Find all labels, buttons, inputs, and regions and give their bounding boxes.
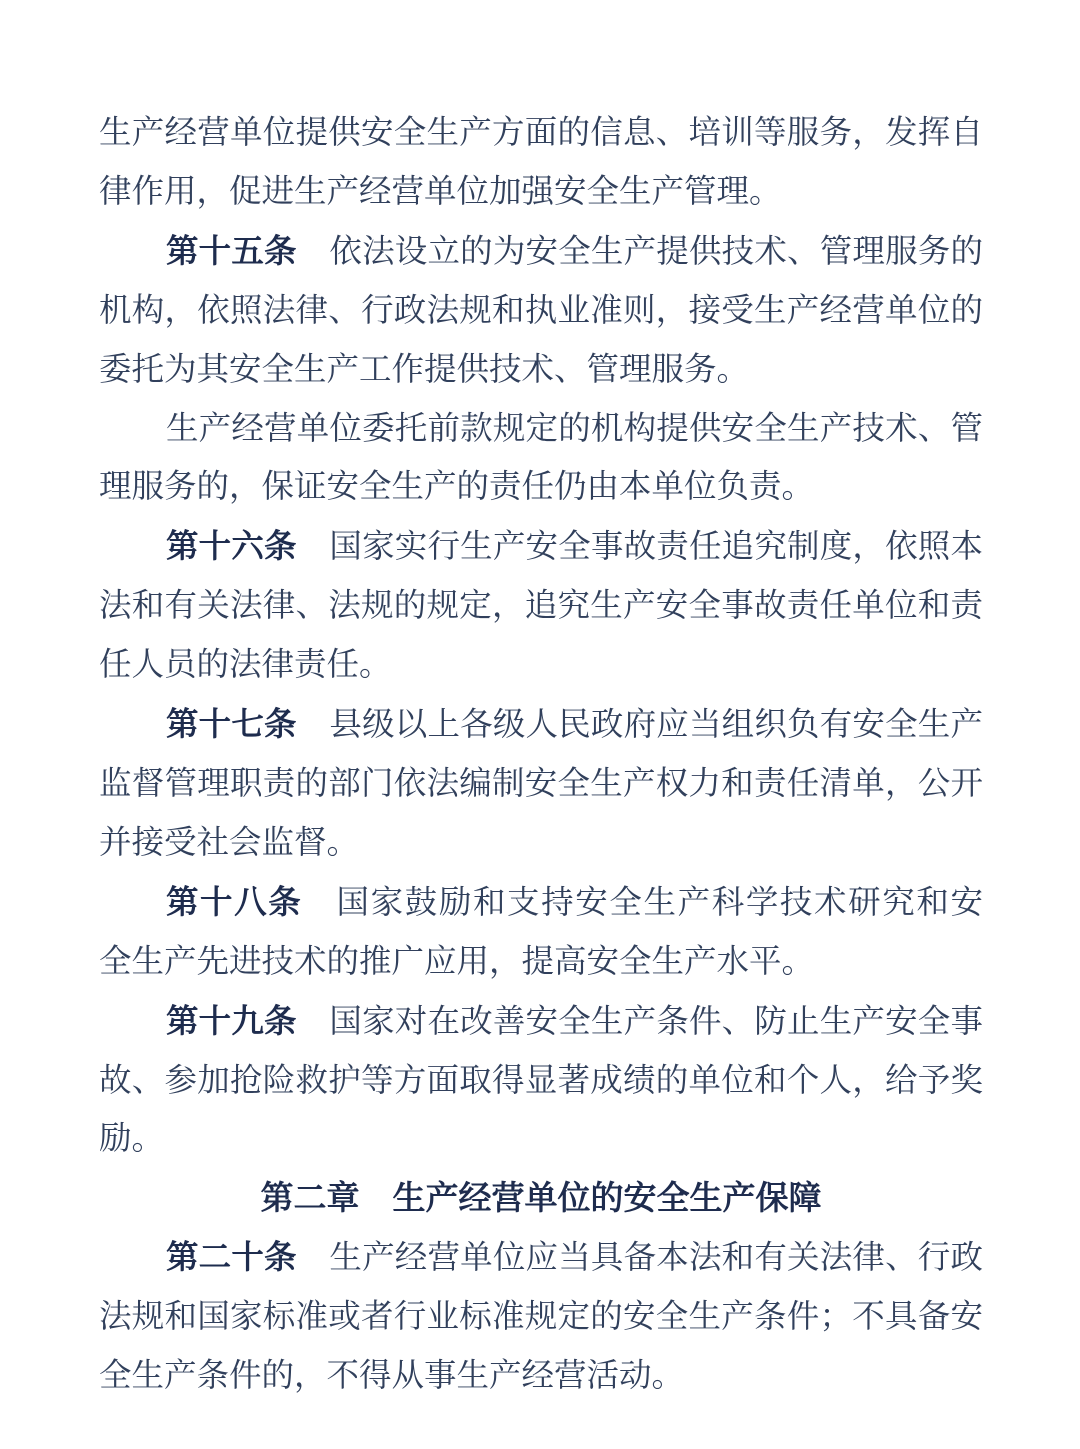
body-text: 法和有关法律、法规的规定，追究生产安全事故责任单位和责 [99, 588, 983, 625]
paragraph-first-line [99, 222, 983, 282]
body-text: 理服务的，保证安全生产的责任仍由本单位负责。 [99, 469, 815, 506]
body-text: 机构，依照法律、行政法规和执业准则，接受生产经营单位的 [99, 292, 983, 329]
body-line [99, 282, 983, 341]
article-number-label: 第十五条 [165, 232, 297, 269]
paragraph-first-line [99, 695, 983, 755]
body-line [99, 341, 983, 400]
body-line [99, 933, 983, 992]
body-line [99, 1110, 983, 1169]
body-text: 全生产条件的，不得从事生产经营活动。 [99, 1358, 685, 1395]
body-text: 故、参加抢险救护等方面取得显著成绩的单位和个人，给予奖 [99, 1062, 983, 1099]
article-number-label: 第十八条 [165, 883, 303, 920]
body-line [99, 1052, 983, 1111]
paragraph-first-line [99, 400, 983, 459]
body-text: 并接受社会监督。 [99, 824, 360, 861]
body-text: 依法设立的为安全生产提供技术、管理服务的 [296, 233, 983, 270]
article-number-label: 第二十条 [165, 1239, 297, 1276]
article-number-label: 第十九条 [165, 1002, 297, 1039]
body-line [99, 104, 983, 163]
body-text: 律作用，促进生产经营单位加强安全生产管理。 [99, 173, 782, 210]
chapter-heading-text: 第二章 生产经营单位的安全生产保障 [260, 1179, 822, 1217]
body-text: 国家鼓励和支持安全生产科学技术研究和安 [302, 884, 983, 921]
body-text: 任人员的法律责任。 [99, 647, 392, 684]
paragraph-first-line [99, 992, 983, 1052]
body-line [99, 458, 983, 517]
body-line [99, 755, 983, 814]
chapter-heading [99, 1169, 983, 1228]
body-text: 监督管理职责的部门依法编制安全生产权力和责任清单，公开 [99, 765, 983, 802]
body-line [99, 1347, 983, 1406]
body-text: 生产经营单位委托前款规定的机构提供安全生产技术、管 [165, 410, 983, 447]
body-text: 全生产先进技术的推广应用，提高安全生产水平。 [99, 943, 815, 980]
body-line [99, 1288, 983, 1347]
body-line [99, 163, 983, 222]
body-line [99, 814, 983, 873]
paragraph-first-line [99, 517, 983, 577]
body-text: 励。 [99, 1121, 165, 1158]
body-text: 生产经营单位应当具备本法和有关法律、行政 [296, 1240, 983, 1277]
paragraph-first-line [99, 873, 983, 933]
body-text: 国家实行生产安全事故责任追究制度，依照本 [296, 529, 983, 566]
body-line [99, 636, 983, 695]
body-text: 国家对在改善安全生产条件、防止生产安全事 [296, 1003, 983, 1040]
body-text: 法规和国家标准或者行业标准规定的安全生产条件；不具备安 [99, 1299, 983, 1336]
body-text: 县级以上各级人民政府应当组织负有安全生产 [296, 707, 983, 744]
article-number-label: 第十六条 [165, 528, 297, 565]
paragraph-first-line [99, 1228, 983, 1288]
body-text: 委托为其安全生产工作提供技术、管理服务。 [99, 351, 750, 388]
body-line [99, 577, 983, 636]
article-number-label: 第十七条 [165, 706, 297, 743]
body-text: 生产经营单位提供安全生产方面的信息、培训等服务，发挥自 [99, 115, 983, 151]
